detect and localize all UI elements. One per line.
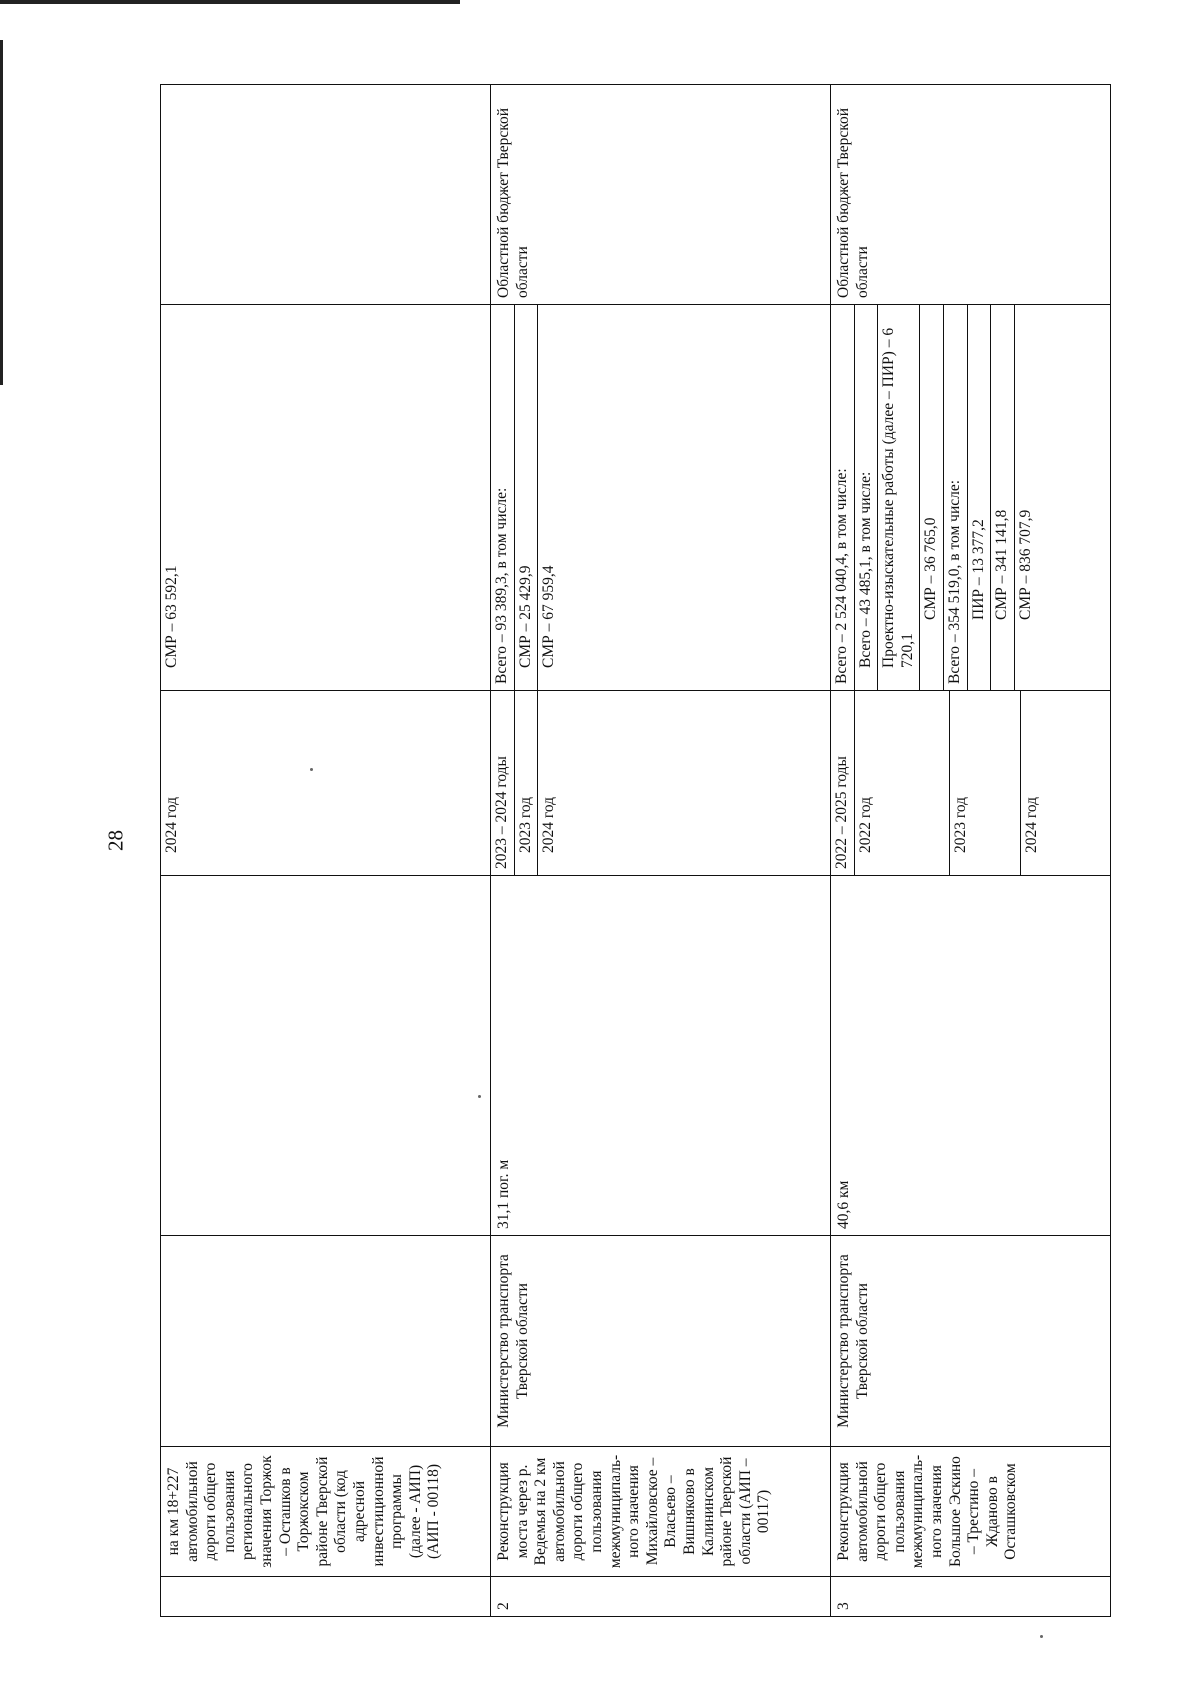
period-cell: [831, 691, 1111, 876]
row-number: 2: [491, 1577, 831, 1617]
cost-value: СМР – 36 765,0: [920, 305, 944, 690]
cost-cell: [161, 305, 491, 691]
customer: [161, 1236, 491, 1447]
period-cell: [491, 691, 831, 876]
period-value: 2024 год: [163, 796, 180, 853]
funding-source: Областной бюджет Тверской области: [831, 85, 1111, 305]
object-name: на км 18+227 автомобильной дороги общего пользования регионального значения Торжок – Осташков в Торжокском районе Тверской области (код адресной инвестиционной программы (далее - АИП) (АИП - 00118): [161, 1447, 491, 1577]
projects-table: [160, 84, 1111, 1617]
cost-subtable: [831, 305, 1037, 690]
cost-subtable: [161, 305, 184, 690]
table-row: [161, 85, 491, 1617]
cost-value: СМР – 63 592,1: [163, 565, 180, 668]
cost-subtable: [491, 305, 561, 690]
scan-speck: [1040, 1635, 1043, 1638]
period-value: 2022 год: [854, 691, 949, 875]
cost-value: Всего – 43 485,1, в том числе:: [854, 305, 878, 690]
cost-value: Всего – 93 389,3, в том числе:: [491, 305, 514, 690]
period-value: 2024 год: [1022, 796, 1040, 853]
cost-value: Проектно-изыскательные работы (далее – ПИР) – 6 720,1: [878, 305, 920, 690]
period-subtable: [831, 691, 1043, 875]
rotated-table-wrapper: [160, 85, 1110, 1617]
page-number: 28: [103, 830, 128, 851]
object-name: Реконструкция автомобильной дороги общего пользования межмуниципаль-ного значения Большое Эскино – Трестино – Жданово в Осташковском: [831, 1447, 1111, 1577]
row-number: [161, 1577, 491, 1617]
cost-value: СМР – 836 707,9: [1016, 509, 1034, 620]
period-value: 2024 год: [540, 796, 558, 853]
cost-cell: [831, 305, 1111, 691]
row-number: 3: [831, 1577, 1111, 1617]
object-name: Реконструкция моста через р. Ведемья на 2 км автомобильной дороги общего пользования межмуниципаль-ного значения Михайловское – Власьево – Вишняково в Калининском районе Тверской области (АИП – 00117): [491, 1447, 831, 1577]
scan-edge-mark: [0, 0, 460, 4]
capacity: 40,6 км: [831, 876, 1111, 1236]
cost-value: ПИР – 13 377,2: [967, 305, 991, 690]
capacity: 31,1 пог. м: [491, 876, 831, 1236]
customer: Министерство транспорта Тверской области: [831, 1236, 1111, 1447]
period-value: 2022 – 2025 годы: [831, 691, 854, 875]
funding-source: [161, 85, 491, 305]
period-value: 2023 – 2024 годы: [491, 691, 514, 875]
cost-value: СМР – 25 429,9: [514, 305, 538, 690]
cost-value: Всего – 354 519,0, в том числе:: [943, 305, 967, 690]
customer: Министерство транспорта Тверской области: [491, 1236, 831, 1447]
cost-value: СМР – 67 959,4: [540, 565, 558, 668]
period-subtable: [161, 691, 184, 875]
funding-source: Областной бюджет Тверской области: [491, 85, 831, 305]
cost-cell: [491, 305, 831, 691]
table-row: [831, 85, 1111, 1617]
cost-value: Всего – 2 524 040,4, в том числе:: [831, 305, 854, 690]
period-value: 2023 год: [514, 691, 538, 875]
period-cell: [161, 691, 491, 876]
period-subtable: [491, 691, 561, 875]
capacity: [161, 876, 491, 1236]
table-row: [491, 85, 831, 1617]
scan-edge-mark: [0, 40, 3, 385]
period-value: 2023 год: [949, 691, 1020, 875]
cost-value: СМР – 341 141,8: [991, 305, 1015, 690]
